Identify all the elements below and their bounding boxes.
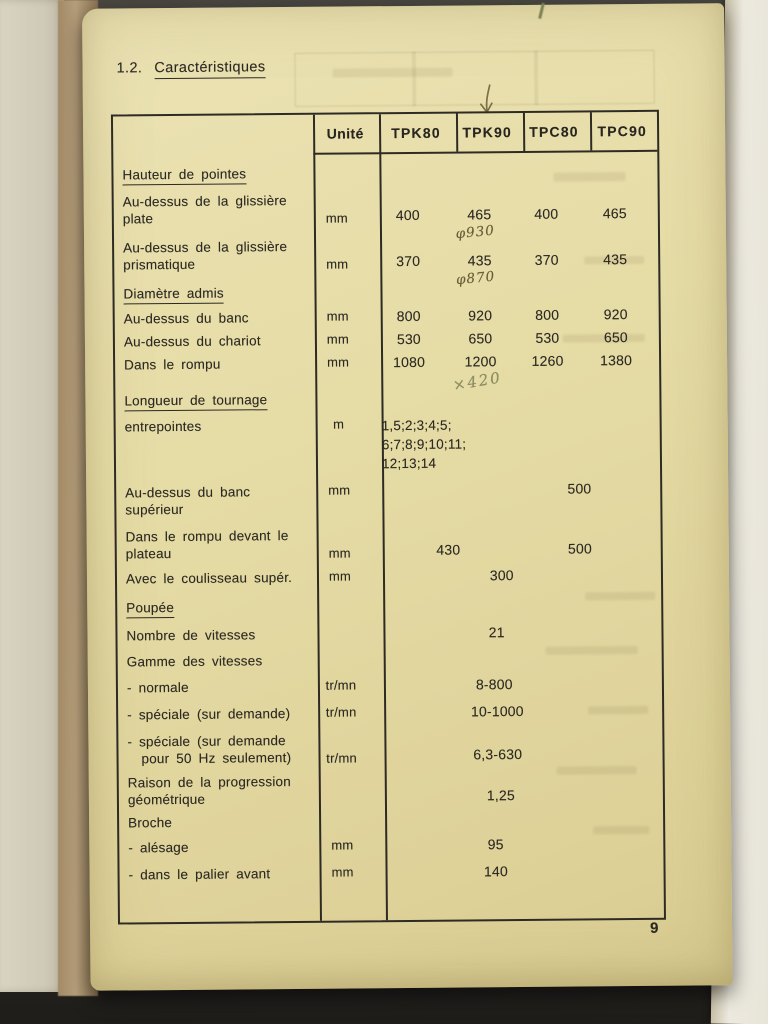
unit-cell: mm [331, 837, 354, 853]
unit-cell [307, 625, 373, 626]
value-cell: 530 [396, 330, 421, 348]
unit-cell: tr/mn [325, 704, 357, 720]
unit-cell: mm [326, 308, 349, 324]
table-row [118, 729, 662, 768]
table-row [119, 810, 663, 833]
row-label: - dans le palier avant [128, 866, 271, 883]
value-cell: 10-1000 [470, 702, 524, 720]
unit-cell: mm [328, 482, 351, 498]
row-label: Dans le rompu [124, 356, 221, 373]
header-label-cell [113, 115, 313, 155]
table-header-row [113, 112, 657, 155]
row-label: Nombre de vitesses [126, 627, 256, 644]
pencil-mark [538, 3, 545, 19]
unit-cell: mm [327, 354, 350, 370]
values-cell [374, 702, 654, 722]
table-section-row [114, 281, 658, 303]
values-cell [373, 540, 653, 560]
table-row [119, 862, 663, 885]
values-cell [371, 352, 651, 395]
section-title: Caractéristiques [154, 59, 265, 79]
unit-cell: tr/mn [325, 677, 357, 693]
value-cell: 435 φ870 [454, 252, 496, 289]
value-cell: 465 φ930 [454, 206, 496, 243]
unit-cell: tr/mn [326, 750, 357, 766]
bleed-through-table-cell [534, 51, 537, 105]
unit-cell: mm [326, 256, 349, 272]
handwritten-note: φ870 [454, 268, 496, 289]
values-cell [375, 862, 655, 882]
table-row [117, 524, 661, 563]
table-section-row [117, 595, 661, 617]
header-model-tpk90: TPK90 [462, 124, 513, 141]
table-row [116, 414, 660, 476]
value-cell: 1260 [531, 352, 564, 369]
value-cell: 1080 [393, 353, 426, 371]
values-cell [374, 675, 654, 695]
value-cell: 8-800 [475, 676, 513, 693]
row-label: Dans le rompu devant le plateau [125, 528, 289, 562]
underlying-left-page [0, 0, 64, 992]
value-cell: 650 [603, 329, 628, 346]
table-row [118, 702, 662, 725]
value-cell: 920 [468, 307, 493, 324]
row-label: Au-dessus du banc supérieur [125, 484, 251, 518]
value-cell: 435 [603, 251, 628, 268]
table-row [115, 306, 659, 329]
values-cell [372, 480, 652, 500]
document-page [82, 3, 733, 991]
unit-cell [309, 812, 375, 813]
unit-cell: m [333, 416, 345, 432]
value-cell: 400 [395, 206, 420, 224]
values-cell [375, 810, 655, 830]
row-label: Diamètre admis [114, 284, 304, 303]
values-cell [375, 786, 655, 806]
page-number: 9 [649, 919, 659, 937]
value-cell: 400 [534, 205, 559, 222]
value-cell: 21 [488, 624, 505, 641]
value-cell: 1380 [600, 352, 633, 369]
bleed-through-table-cell [412, 52, 415, 106]
row-label: Au-dessus du chariot [123, 333, 261, 350]
row-label: - spéciale (sur demande pour 50 Hz seulement) [127, 733, 292, 767]
unit-cell [309, 806, 375, 807]
row-label: entrepointes [124, 418, 202, 435]
unit-cell: mm [328, 545, 351, 561]
value-cell: 500 [567, 480, 592, 497]
table-section-row [115, 388, 659, 410]
value-cell: 1200 ×420 [451, 353, 503, 395]
value-list: 1,5;2;3;4;5; 6;7;8;9;10;11; 12;13;14 [381, 417, 467, 472]
row-label: Gamme des vitesses [126, 653, 263, 670]
handwritten-note: φ930 [454, 222, 496, 243]
table-row [114, 235, 658, 289]
bleed-through-text [333, 68, 453, 78]
row-label: Au-dessus de la glissière plate [122, 193, 287, 227]
header-model-tpc80: TPC80 [529, 123, 579, 140]
values-cell [374, 745, 654, 765]
row-label: - normale [126, 679, 189, 696]
unit-cell: mm [326, 331, 350, 347]
table-row [116, 480, 660, 519]
values-cell [372, 414, 652, 473]
unit-cell [308, 651, 374, 652]
values-cell [373, 623, 653, 643]
values-cell [373, 566, 653, 586]
value-cell: 800 [535, 306, 560, 323]
value-cell: 140 [483, 863, 508, 880]
section-heading [116, 59, 265, 76]
value-cell: 95 [487, 836, 504, 853]
handwritten-note: ×420 [451, 368, 503, 395]
unit-cell: mm [331, 864, 354, 880]
section-number: 1.2. [116, 60, 143, 77]
unit-cell: mm [328, 568, 352, 584]
values-cell [371, 329, 651, 349]
row-label: Broche [128, 815, 173, 831]
row-label: Hauteur de pointes [113, 165, 303, 184]
spec-table [111, 110, 666, 925]
table-row [117, 623, 661, 646]
table-body [113, 150, 664, 923]
value-cell: 6,3-630 [473, 745, 523, 763]
row-label: Au-dessus de la glissière prismatique [123, 239, 288, 273]
value-cell: 370 [396, 252, 421, 270]
values-cell [370, 205, 650, 243]
table-row [119, 770, 663, 809]
table-row [114, 189, 658, 243]
table-row [117, 566, 661, 589]
header-unit-cell: Unité [326, 125, 364, 142]
unit-cell: mm [325, 210, 348, 226]
value-cell: 370 [534, 251, 559, 268]
row-label: Avec le coulisseau supér. [125, 569, 293, 587]
values-cell [371, 306, 651, 326]
value-cell: 530 [535, 329, 560, 346]
value-cell: 300 [489, 567, 514, 584]
value-cell: 650 [468, 330, 493, 347]
table-row [115, 329, 659, 352]
value-cell: 800 [396, 307, 421, 325]
row-label: Au-dessus du banc [123, 310, 249, 327]
row-label: - alésage [128, 839, 189, 856]
value-cell: 1,25 [486, 787, 515, 804]
row-label: Longueur de tournage [115, 391, 305, 410]
value-cell: 920 [603, 306, 628, 323]
values-cell [375, 835, 655, 855]
value-cell: 500 [567, 540, 592, 557]
header-model-tpk80: TPK80 [391, 124, 441, 142]
table-row [118, 649, 662, 672]
row-label: Poupée [117, 598, 307, 617]
table-row [118, 675, 662, 698]
table-row [119, 835, 663, 858]
value-cell: 465 [602, 205, 627, 222]
header-model-tpc90: TPC90 [597, 122, 648, 140]
table-section-row [113, 162, 657, 184]
values-cell [370, 251, 650, 289]
row-label: Raison de la progression géométrique [127, 774, 291, 808]
value-cell: 430 [436, 541, 461, 558]
row-label: - spéciale (sur demande) [127, 706, 291, 723]
table-row [115, 352, 659, 395]
values-cell [374, 649, 654, 669]
